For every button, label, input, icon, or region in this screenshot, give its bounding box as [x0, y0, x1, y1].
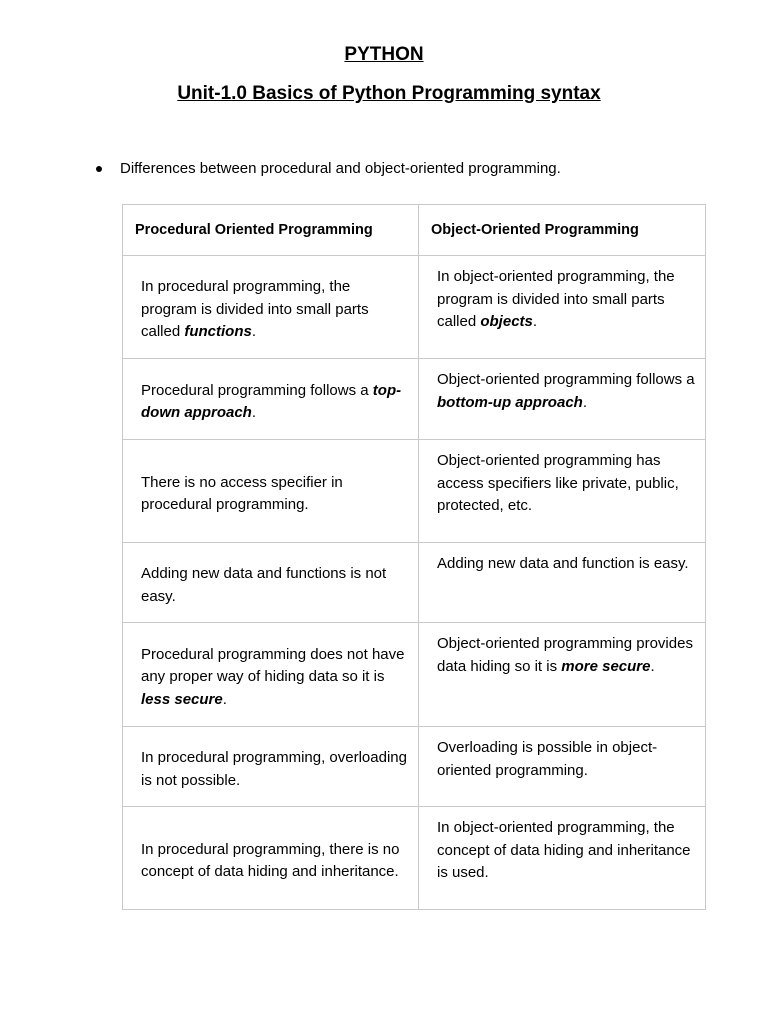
table-row [123, 807, 706, 910]
cell-text: Procedural programming does not have any proper way of hiding data so it is [141, 645, 405, 686]
table-row [123, 543, 706, 623]
cell-text: In object-oriented programming, the concept of data hiding and inheritance is used. [437, 819, 691, 881]
cell-object-oriented [419, 440, 706, 543]
cell-text: In procedural programming, there is no concept of data hiding and inheritance. [141, 840, 400, 880]
document-subtitle: Unit-1.0 Basics of Python Programming syntax [177, 83, 601, 104]
cell-text: Adding new data and functions is not easy. [141, 565, 387, 605]
cell-object-oriented [419, 623, 706, 727]
cell-text: Overloading is possible in object-oriented programming. [437, 739, 658, 779]
emphasis-text: top-down approach [141, 381, 402, 421]
table-row [123, 727, 706, 807]
cell-procedural [123, 543, 419, 623]
cell-text: . [532, 313, 538, 330]
cell-procedural [123, 359, 419, 440]
header-object-oriented: Object-Oriented Programming [419, 205, 706, 256]
table-row [123, 359, 706, 440]
cell-text: There is no access specifier in procedural programming. [141, 473, 343, 513]
cell-text: . [650, 657, 655, 675]
header-procedural: Procedural Oriented Programming [123, 205, 419, 256]
cell-procedural [123, 807, 419, 910]
cell-procedural [123, 727, 419, 807]
cell-text: . [251, 404, 257, 421]
comparison-table [122, 204, 706, 910]
bullet-dot-icon [96, 166, 102, 172]
cell-object-oriented [419, 359, 706, 440]
cell-object-oriented [419, 543, 706, 623]
cell-text: Object-oriented programming provides data hiding so it is [437, 635, 693, 675]
cell-procedural [123, 623, 419, 727]
emphasis-text: less secure [141, 690, 223, 708]
bullet-text: Differences between procedural and object-oriented programming. [120, 160, 561, 177]
cell-object-oriented [419, 727, 706, 807]
cell-procedural [123, 440, 419, 543]
document-title: PYTHON [344, 44, 424, 65]
emphasis-text: objects [480, 313, 533, 330]
emphasis-text: more secure [561, 657, 651, 675]
cell-text: . [582, 393, 587, 411]
table-header-row [123, 205, 706, 256]
cell-text: In procedural programming, the program is divided into small parts called [141, 278, 369, 341]
emphasis-text: bottom-up approach [437, 393, 583, 411]
table-body [123, 256, 706, 910]
cell-text: In object-oriented programming, the program is divided into small parts called [437, 268, 675, 330]
table-row [123, 256, 706, 359]
cell-object-oriented [419, 256, 706, 359]
cell-text: In procedural programming, overloading is not possible. [141, 749, 407, 789]
table-row [123, 440, 706, 543]
table-row [123, 623, 706, 727]
cell-procedural [123, 256, 419, 359]
cell-text: Object-oriented programming has access specifiers like private, public, protected, etc. [437, 452, 679, 514]
emphasis-text: functions [184, 323, 252, 341]
cell-text: Object-oriented programming follows a [437, 371, 695, 388]
cell-object-oriented [419, 807, 706, 910]
cell-text: . [251, 323, 257, 341]
cell-text: . [222, 690, 227, 708]
cell-text: Procedural programming follows a [141, 381, 373, 399]
bullet-item [96, 160, 561, 177]
cell-text: Adding new data and function is easy. [437, 555, 689, 572]
